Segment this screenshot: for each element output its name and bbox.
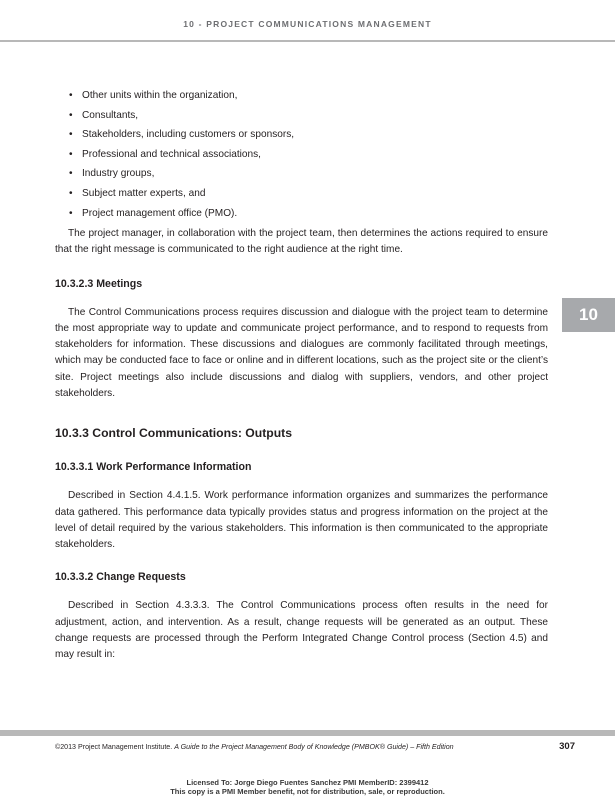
footer-divider bbox=[0, 730, 615, 736]
list-item: • Other units within the organization, bbox=[82, 86, 548, 106]
list-item: • Project management office (PMO). bbox=[82, 204, 548, 224]
license-line-1: Licensed To: Jorge Diego Fuentes Sanchez PMI MemberID: 2399412 bbox=[186, 778, 429, 787]
page-body bbox=[55, 86, 548, 663]
list-item: • Stakeholders, including customers or sponsors, bbox=[82, 125, 548, 145]
bullet-icon: • bbox=[69, 187, 73, 199]
bullet-icon: • bbox=[69, 129, 73, 141]
paragraph-work-performance-information: Described in Section 4.4.1.5. Work performance information organizes and summarizes the performance data gathered. This performance data typically provides status and progress information on the project at the level of detail required by the various stakeholders. This information is then communicated to the appropriate stakeholders. bbox=[55, 490, 548, 550]
list-item: • Subject matter experts, and bbox=[82, 184, 548, 204]
paragraph-change-requests: Described in Section 4.3.3.3. The Control Communications process often results in the need for adjustment, action, and intervention. As a result, change requests will be generated as an output. These change requests are processed through the Perform Integrated Change Control process (Section 4.5) and may result in: bbox=[55, 600, 548, 661]
bullet-icon: • bbox=[69, 109, 73, 121]
heading-work-performance-information: 10.3.3.1 Work Performance Information bbox=[55, 461, 252, 474]
page-number: 307 bbox=[559, 741, 575, 752]
heading-change-requests: 10.3.3.2 Change Requests bbox=[55, 571, 186, 584]
copyright-text: ©2013 Project Management Institute. bbox=[55, 743, 173, 751]
bullet-icon: • bbox=[69, 207, 73, 219]
heading-meetings: 10.3.2.3 Meetings bbox=[55, 277, 143, 290]
license-notice bbox=[0, 778, 615, 796]
book-title: A Guide to the Project Management Body of Knowledge (PMBOK® Guide) – Fifth Edition bbox=[174, 743, 454, 751]
bullet-icon: • bbox=[69, 168, 73, 180]
list-item: • Consultants, bbox=[82, 106, 548, 126]
running-header bbox=[0, 0, 615, 42]
paragraph-meetings: The Control Communications process requires discussion and dialogue with the project team to determine the most appropriate way to update and communicate project performance, and to respond to requests from stakeholders for information. These discussions and dialogues are commonly facilitated through meetings, which may be conducted face to face or online and in different locations, such as the project site or the client’s site. Project meetings also include discussions and dialog with suppliers, vendors, and other project stakeholders. bbox=[55, 306, 548, 399]
license-line-2: This copy is a PMI Member benefit, not for distribution, sale, or reproduction. bbox=[170, 787, 445, 796]
paragraph-project-manager: The project manager, in collaboration with the project team, then determines the actions required to ensure that the right message is communicated to the right audience at the right time. bbox=[55, 228, 548, 256]
heading-outputs: 10.3.3 Control Communications: Outputs bbox=[55, 425, 292, 440]
footer-citation bbox=[55, 743, 454, 751]
chapter-title: 10 - PROJECT COMMUNICATIONS MANAGEMENT bbox=[183, 19, 432, 29]
bullet-icon: • bbox=[69, 148, 73, 160]
list-item: • Professional and technical associations, bbox=[82, 145, 548, 165]
bullet-list bbox=[55, 86, 548, 223]
list-item: • Industry groups, bbox=[82, 164, 548, 184]
chapter-tab-marker: 10 bbox=[562, 298, 615, 332]
bullet-icon: • bbox=[69, 90, 73, 101]
